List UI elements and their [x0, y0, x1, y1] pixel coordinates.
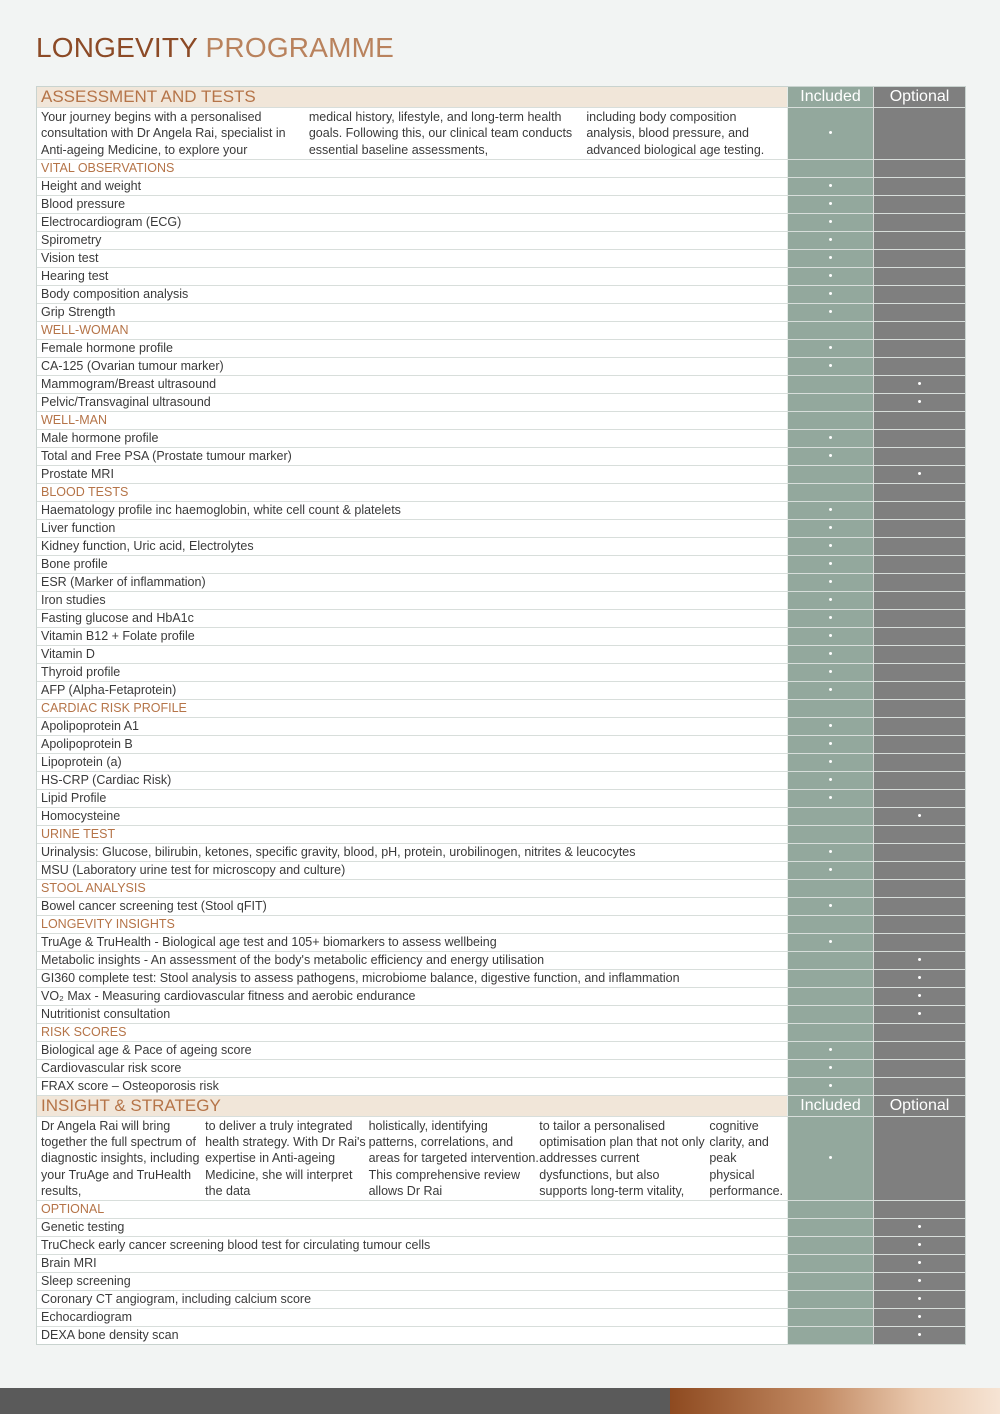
- subsection-header: [37, 412, 965, 430]
- optional-cell: [873, 178, 965, 195]
- included-cell: [787, 988, 873, 1005]
- subsection-title: CARDIAC RISK PROFILE: [41, 700, 187, 715]
- title-word-longevity: LONGEVITY: [36, 32, 198, 63]
- row-label: Vitamin B12 + Folate profile: [41, 628, 195, 643]
- row-label: Hearing test: [41, 268, 109, 283]
- table-row: [37, 1006, 965, 1024]
- optional-cell: [873, 340, 965, 357]
- optional-cell: [873, 1201, 965, 1218]
- included-cell: [787, 1255, 873, 1272]
- subsection-header: [37, 160, 965, 178]
- included-marker: •: [787, 1042, 873, 1059]
- table-row: [37, 1060, 965, 1078]
- row-label: DEXA bone density scan: [41, 1328, 179, 1343]
- optional-cell: [873, 898, 965, 915]
- optional-cell: [873, 160, 965, 177]
- row-label: Total and Free PSA (Prostate tumour marker): [41, 448, 292, 463]
- description-row: [37, 108, 965, 160]
- subsection-title: STOOL ANALYSIS: [41, 880, 146, 895]
- row-label: AFP (Alpha-Fetaprotein): [41, 682, 177, 697]
- table-row: [37, 1309, 965, 1327]
- row-label: Vision test: [41, 250, 99, 265]
- section-title: ASSESSMENT AND TESTS: [37, 87, 787, 107]
- row-label: Spirometry: [41, 232, 102, 247]
- included-marker: •: [787, 574, 873, 591]
- row-label: Body composition analysis: [41, 286, 189, 301]
- table-row: [37, 286, 965, 304]
- row-label: Urinalysis: Glucose, bilirubin, ketones, specific gravity, blood, pH, protein, urobilinogen, nitrites & leucocytes: [41, 844, 636, 859]
- optional-cell: [873, 664, 965, 681]
- description-line: to deliver a truly integrated health strategy. With Dr Rai's expertise in Anti-ageing Medicine, she will interpret the data: [205, 1118, 366, 1199]
- included-cell: [787, 1219, 873, 1236]
- table-row: [37, 772, 965, 790]
- row-label: Metabolic insights - An assessment of the body's metabolic efficiency and energy utilisation: [41, 952, 545, 967]
- optional-column-header: Optional: [873, 87, 965, 107]
- optional-cell: [873, 700, 965, 717]
- included-marker: •: [787, 1078, 873, 1095]
- table-row: [37, 340, 965, 358]
- optional-cell: [873, 610, 965, 627]
- row-label: HS-CRP (Cardiac Risk): [41, 772, 172, 787]
- subsection-title: WELL-WOMAN: [41, 322, 129, 337]
- included-cell: [787, 160, 873, 177]
- included-marker: •: [787, 430, 873, 447]
- included-marker: •: [787, 108, 873, 159]
- table-row: [37, 1078, 965, 1096]
- row-label: Bone profile: [41, 556, 108, 571]
- included-marker: •: [787, 682, 873, 699]
- included-cell: [787, 1237, 873, 1254]
- included-marker: •: [787, 592, 873, 609]
- optional-cell: [873, 1078, 965, 1095]
- included-cell: [787, 1291, 873, 1308]
- included-cell: [787, 1327, 873, 1344]
- optional-cell: [873, 826, 965, 843]
- row-label: Thyroid profile: [41, 664, 121, 679]
- optional-marker: •: [873, 376, 965, 393]
- included-cell: [787, 484, 873, 501]
- included-marker: •: [787, 754, 873, 771]
- row-label: VO₂ Max - Measuring cardiovascular fitness and aerobic endurance: [41, 988, 416, 1003]
- programme-table: [36, 86, 966, 1345]
- optional-cell: [873, 448, 965, 465]
- table-row: [37, 250, 965, 268]
- table-row: [37, 196, 965, 214]
- optional-cell: [873, 1024, 965, 1041]
- row-label: Lipoprotein (a): [41, 754, 122, 769]
- optional-cell: [873, 108, 965, 159]
- description-line: Dr Angela Rai will bring together the full spectrum of diagnostic insights, including your TruAge and TruHealth results,: [41, 1118, 200, 1199]
- table-row: [37, 430, 965, 448]
- row-label: Brain MRI: [41, 1256, 97, 1271]
- table-row: [37, 628, 965, 646]
- subsection-header: [37, 484, 965, 502]
- table-row: [37, 862, 965, 880]
- optional-cell: [873, 196, 965, 213]
- included-cell: [787, 1006, 873, 1023]
- row-label: Haematology profile inc haemoglobin, white cell count & platelets: [41, 502, 401, 517]
- included-marker: •: [787, 520, 873, 537]
- description-line: holistically, identifying patterns, correlations, and areas for targeted intervention. This comprehensive review allows Dr Rai: [368, 1118, 539, 1199]
- subsection-header: [37, 700, 965, 718]
- row-label: Nutritionist consultation: [41, 1006, 171, 1021]
- description-line: medical history, lifestyle, and long-term health goals. Following this, our clinical team conducts essential baseline assessments,: [308, 110, 573, 157]
- row-label: Genetic testing: [41, 1220, 125, 1235]
- optional-cell: [873, 772, 965, 789]
- row-label: Height and weight: [41, 178, 142, 193]
- row-label: Liver function: [41, 520, 116, 535]
- description-line: including body composition analysis, blood pressure, and advanced biological age testing.: [586, 110, 765, 157]
- included-marker: •: [787, 358, 873, 375]
- table-row: [37, 1042, 965, 1060]
- optional-cell: [873, 628, 965, 645]
- optional-marker: •: [873, 1237, 965, 1254]
- optional-cell: [873, 304, 965, 321]
- row-label: Kidney function, Uric acid, Electrolytes: [41, 538, 254, 553]
- included-cell: [787, 970, 873, 987]
- included-marker: •: [787, 304, 873, 321]
- optional-marker: •: [873, 466, 965, 483]
- row-label: Apolipoprotein B: [41, 736, 133, 751]
- subsection-header: [37, 916, 965, 934]
- table-row: [37, 394, 965, 412]
- optional-cell: [873, 844, 965, 861]
- row-label: Apolipoprotein A1: [41, 718, 139, 733]
- row-label: Biological age & Pace of ageing score: [41, 1042, 252, 1057]
- row-label: Lipid Profile: [41, 790, 107, 805]
- included-marker: •: [787, 898, 873, 915]
- row-label: Electrocardiogram (ECG): [41, 214, 182, 229]
- optional-cell: [873, 754, 965, 771]
- table-row: [37, 718, 965, 736]
- table-row: [37, 538, 965, 556]
- included-marker: •: [787, 1060, 873, 1077]
- optional-cell: [873, 538, 965, 555]
- table-row: [37, 1237, 965, 1255]
- subsection-header: [37, 880, 965, 898]
- included-cell: [787, 700, 873, 717]
- optional-cell: [873, 214, 965, 231]
- table-row: [37, 268, 965, 286]
- included-cell: [787, 1024, 873, 1041]
- table-row: [37, 736, 965, 754]
- optional-cell: [873, 520, 965, 537]
- table-row: [37, 502, 965, 520]
- table-row: [37, 1327, 965, 1344]
- optional-marker: •: [873, 808, 965, 825]
- included-marker: •: [787, 232, 873, 249]
- row-label: Iron studies: [41, 592, 106, 607]
- table-row: [37, 952, 965, 970]
- optional-marker: •: [873, 988, 965, 1005]
- row-label: TruCheck early cancer screening blood test for circulating tumour cells: [41, 1238, 431, 1253]
- included-marker: •: [787, 178, 873, 195]
- optional-marker: •: [873, 1219, 965, 1236]
- table-row: [37, 1291, 965, 1309]
- row-label: TruAge & TruHealth - Biological age test and 105+ biomarkers to assess wellbeing: [41, 934, 497, 949]
- table-row: [37, 610, 965, 628]
- included-marker: •: [787, 196, 873, 213]
- optional-cell: [873, 592, 965, 609]
- optional-cell: [873, 916, 965, 933]
- optional-marker: •: [873, 952, 965, 969]
- included-marker: •: [787, 538, 873, 555]
- included-cell: [787, 394, 873, 411]
- optional-cell: [873, 250, 965, 267]
- table-row: [37, 448, 965, 466]
- table-row: [37, 232, 965, 250]
- subsection-title: WELL-MAN: [41, 412, 107, 427]
- included-marker: •: [787, 646, 873, 663]
- table-row: [37, 934, 965, 952]
- included-marker: •: [787, 718, 873, 735]
- row-label: Female hormone profile: [41, 340, 174, 355]
- included-marker: •: [787, 664, 873, 681]
- table-row: [37, 844, 965, 862]
- subsection-header: [37, 1024, 965, 1042]
- section-title: INSIGHT & STRATEGY: [37, 1096, 787, 1116]
- optional-marker: •: [873, 394, 965, 411]
- included-marker: •: [787, 934, 873, 951]
- table-row: [37, 1273, 965, 1291]
- subsection-title: LONGEVITY INSIGHTS: [41, 916, 175, 931]
- included-marker: •: [787, 502, 873, 519]
- optional-cell: [873, 574, 965, 591]
- subsection-header: [37, 1201, 965, 1219]
- row-label: Homocysteine: [41, 808, 121, 823]
- subsection-header: [37, 322, 965, 340]
- optional-marker: •: [873, 1273, 965, 1290]
- footer-bar: [0, 1388, 670, 1414]
- table-row: [37, 664, 965, 682]
- section-header: [37, 1096, 965, 1117]
- subsection-header: [37, 826, 965, 844]
- included-marker: •: [787, 214, 873, 231]
- optional-cell: [873, 1117, 965, 1200]
- row-label: Echocardiogram: [41, 1310, 133, 1325]
- optional-cell: [873, 646, 965, 663]
- optional-cell: [873, 502, 965, 519]
- table-row: [37, 970, 965, 988]
- subsection-title: OPTIONAL: [41, 1202, 105, 1217]
- subsection-title: VITAL OBSERVATIONS: [41, 160, 175, 175]
- included-column-header: Included: [787, 87, 873, 107]
- included-cell: [787, 376, 873, 393]
- included-cell: [787, 826, 873, 843]
- optional-cell: [873, 556, 965, 573]
- optional-cell: [873, 934, 965, 951]
- included-column-header: Included: [787, 1096, 873, 1116]
- row-label: Fasting glucose and HbA1c: [41, 610, 194, 625]
- row-label: MSU (Laboratory urine test for microscopy and culture): [41, 862, 346, 877]
- included-marker: •: [787, 286, 873, 303]
- description-line: to tailor a personalised optimisation plan that not only addresses current dysfunctions, but also supports long-term vitality,: [539, 1118, 705, 1199]
- description-text: [37, 108, 787, 159]
- optional-cell: [873, 1060, 965, 1077]
- included-cell: [787, 1201, 873, 1218]
- included-cell: [787, 1273, 873, 1290]
- subsection-title: RISK SCORES: [41, 1024, 127, 1039]
- description-text: [37, 1117, 787, 1200]
- optional-cell: [873, 862, 965, 879]
- table-row: [37, 682, 965, 700]
- table-row: [37, 304, 965, 322]
- included-marker: •: [787, 844, 873, 861]
- footer-gradient: [670, 1388, 1000, 1414]
- table-row: [37, 358, 965, 376]
- included-marker: •: [787, 772, 873, 789]
- included-cell: [787, 412, 873, 429]
- row-label: Coronary CT angiogram, including calcium score: [41, 1292, 312, 1307]
- row-label: Grip Strength: [41, 304, 116, 319]
- included-cell: [787, 952, 873, 969]
- optional-cell: [873, 268, 965, 285]
- row-label: Cardiovascular risk score: [41, 1060, 182, 1075]
- included-marker: •: [787, 448, 873, 465]
- included-cell: [787, 808, 873, 825]
- row-label: FRAX score – Osteoporosis risk: [41, 1078, 219, 1093]
- table-row: [37, 520, 965, 538]
- included-marker: •: [787, 268, 873, 285]
- optional-cell: [873, 412, 965, 429]
- included-cell: [787, 466, 873, 483]
- row-label: Vitamin D: [41, 646, 95, 661]
- optional-marker: •: [873, 1006, 965, 1023]
- optional-cell: [873, 322, 965, 339]
- included-cell: [787, 1309, 873, 1326]
- row-label: Prostate MRI: [41, 466, 114, 481]
- optional-cell: [873, 736, 965, 753]
- included-cell: [787, 322, 873, 339]
- optional-column-header: Optional: [873, 1096, 965, 1116]
- included-marker: •: [787, 610, 873, 627]
- row-label: Pelvic/Transvaginal ultrasound: [41, 394, 211, 409]
- row-label: Bowel cancer screening test (Stool qFIT): [41, 898, 267, 913]
- included-marker: •: [787, 790, 873, 807]
- description-line: Your journey begins with a personalised consultation with Dr Angela Rai, specialist in Anti-ageing Medicine, to explore your: [41, 110, 286, 157]
- optional-cell: [873, 430, 965, 447]
- included-marker: •: [787, 628, 873, 645]
- optional-cell: [873, 484, 965, 501]
- table-row: [37, 574, 965, 592]
- included-marker: •: [787, 736, 873, 753]
- title-word-programme: PROGRAMME: [205, 32, 395, 63]
- page-title: [36, 32, 394, 64]
- included-cell: [787, 916, 873, 933]
- included-marker: •: [787, 340, 873, 357]
- table-row: [37, 754, 965, 772]
- table-row: [37, 898, 965, 916]
- row-label: Blood pressure: [41, 196, 126, 211]
- table-row: [37, 376, 965, 394]
- optional-marker: •: [873, 970, 965, 987]
- included-cell: [787, 880, 873, 897]
- row-label: ESR (Marker of inflammation): [41, 574, 206, 589]
- row-label: CA-125 (Ovarian tumour marker): [41, 358, 224, 373]
- section-header: [37, 87, 965, 108]
- optional-cell: [873, 880, 965, 897]
- description-line: cognitive clarity, and peak physical performance.: [709, 1118, 784, 1199]
- subsection-title: URINE TEST: [41, 826, 116, 841]
- table-row: [37, 1219, 965, 1237]
- optional-cell: [873, 286, 965, 303]
- table-row: [37, 988, 965, 1006]
- subsection-title: BLOOD TESTS: [41, 484, 129, 499]
- table-row: [37, 592, 965, 610]
- included-marker: •: [787, 556, 873, 573]
- optional-cell: [873, 1042, 965, 1059]
- row-label: Male hormone profile: [41, 430, 159, 445]
- included-marker: •: [787, 250, 873, 267]
- row-label: GI360 complete test: Stool analysis to assess pathogens, microbiome balance, digestive function, and inflammation: [41, 970, 680, 985]
- included-marker: •: [787, 862, 873, 879]
- optional-cell: [873, 358, 965, 375]
- optional-cell: [873, 718, 965, 735]
- table-row: [37, 808, 965, 826]
- optional-marker: •: [873, 1309, 965, 1326]
- description-row: [37, 1117, 965, 1201]
- optional-cell: [873, 232, 965, 249]
- optional-cell: [873, 790, 965, 807]
- included-marker: •: [787, 1117, 873, 1200]
- optional-cell: [873, 682, 965, 699]
- optional-marker: •: [873, 1255, 965, 1272]
- table-row: [37, 556, 965, 574]
- table-row: [37, 1255, 965, 1273]
- optional-marker: •: [873, 1291, 965, 1308]
- optional-marker: •: [873, 1327, 965, 1344]
- table-row: [37, 178, 965, 196]
- table-row: [37, 466, 965, 484]
- table-row: [37, 790, 965, 808]
- row-label: Mammogram/Breast ultrasound: [41, 376, 217, 391]
- table-row: [37, 646, 965, 664]
- table-row: [37, 214, 965, 232]
- row-label: Sleep screening: [41, 1274, 131, 1289]
